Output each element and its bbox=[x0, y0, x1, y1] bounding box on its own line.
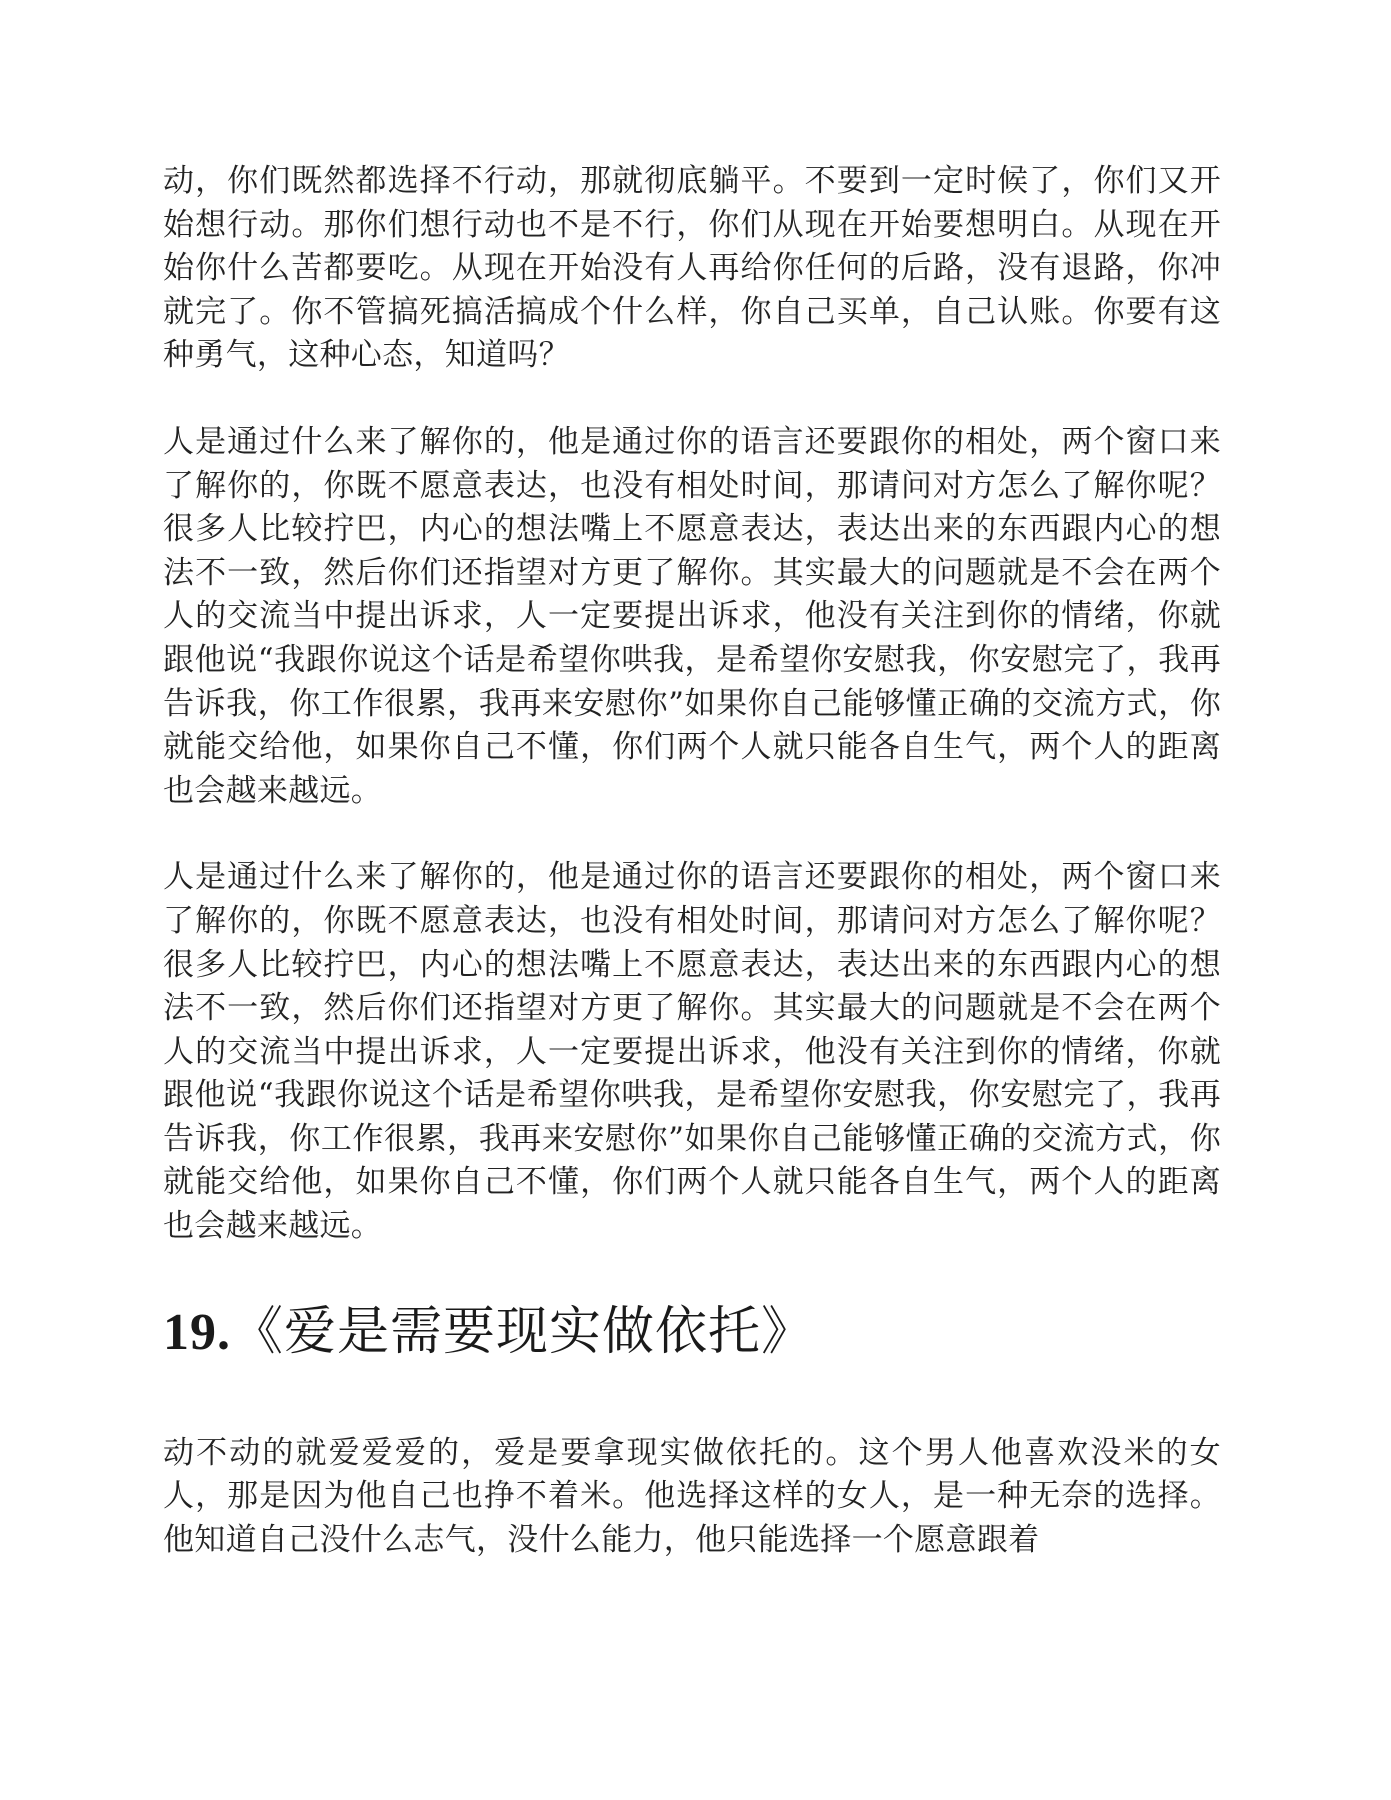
section-number: 19. bbox=[163, 1303, 231, 1361]
paragraph-2: 人是通过什么来了解你的，他是通过你的语言还要跟你的相处，两个窗口来了解你的，你既不愿意表达，也没有相处时间，那请问对方怎么了解你呢？很多人比较拧巴，内心的想法嘴上不愿意表达，表达出来的东西跟内心的想法不一致，然后你们还指望对方更了解你。其实最大的问题就是不会在两个人的交流当中提出诉求，人一定要提出诉求，他没有关注到你的情绪，你就跟他说“我跟你说这个话是希望你哄我，是希望你安慰我，你安慰完了，我再告诉我，你工作很累，我再来安慰你”如果你自己能够懂正确的交流方式，你就能交给他，如果你自己不懂，你们两个人就只能各自生气，两个人的距离也会越来越远。 bbox=[163, 423, 1221, 809]
document-body bbox=[163, 160, 1221, 1562]
section-paragraph: 动不动的就爱爱爱的，爱是要拿现实做依托的。这个男人他喜欢没米的女人，那是因为他自己也挣不着米。他选择这样的女人，是一种无奈的选择。他知道自己没什么志气，没什么能力，他只能选择一个愿意跟着 bbox=[163, 1434, 1221, 1558]
section-title: 《爱是需要现实做依托》 bbox=[231, 1301, 815, 1362]
paragraph-1: 动，你们既然都选择不行动，那就彻底躺平。不要到一定时候了，你们又开始想行动。那你们想行动也不是不行，你们从现在开始要想明白。从现在开始你什么苦都要吃。从现在开始没有人再给你任何的后路，没有退路，你冲就完了。你不管搞死搞活搞成个什么样，你自己买单，自己认账。你要有这种勇气，这种心态，知道吗？ bbox=[163, 163, 1221, 374]
paragraph-3: 人是通过什么来了解你的，他是通过你的语言还要跟你的相处，两个窗口来了解你的，你既不愿意表达，也没有相处时间，那请问对方怎么了解你呢？很多人比较拧巴，内心的想法嘴上不愿意表达，表达出来的东西跟内心的想法不一致，然后你们还指望对方更了解你。其实最大的问题就是不会在两个人的交流当中提出诉求，人一定要提出诉求，他没有关注到你的情绪，你就跟他说“我跟你说这个话是希望你哄我，是希望你安慰我，你安慰完了，我再告诉我，你工作很累，我再来安慰你”如果你自己能够懂正确的交流方式，你就能交给他，如果你自己不懂，你们两个人就只能各自生气，两个人的距离也会越来越远。 bbox=[163, 859, 1221, 1245]
section-heading bbox=[163, 1297, 1221, 1368]
